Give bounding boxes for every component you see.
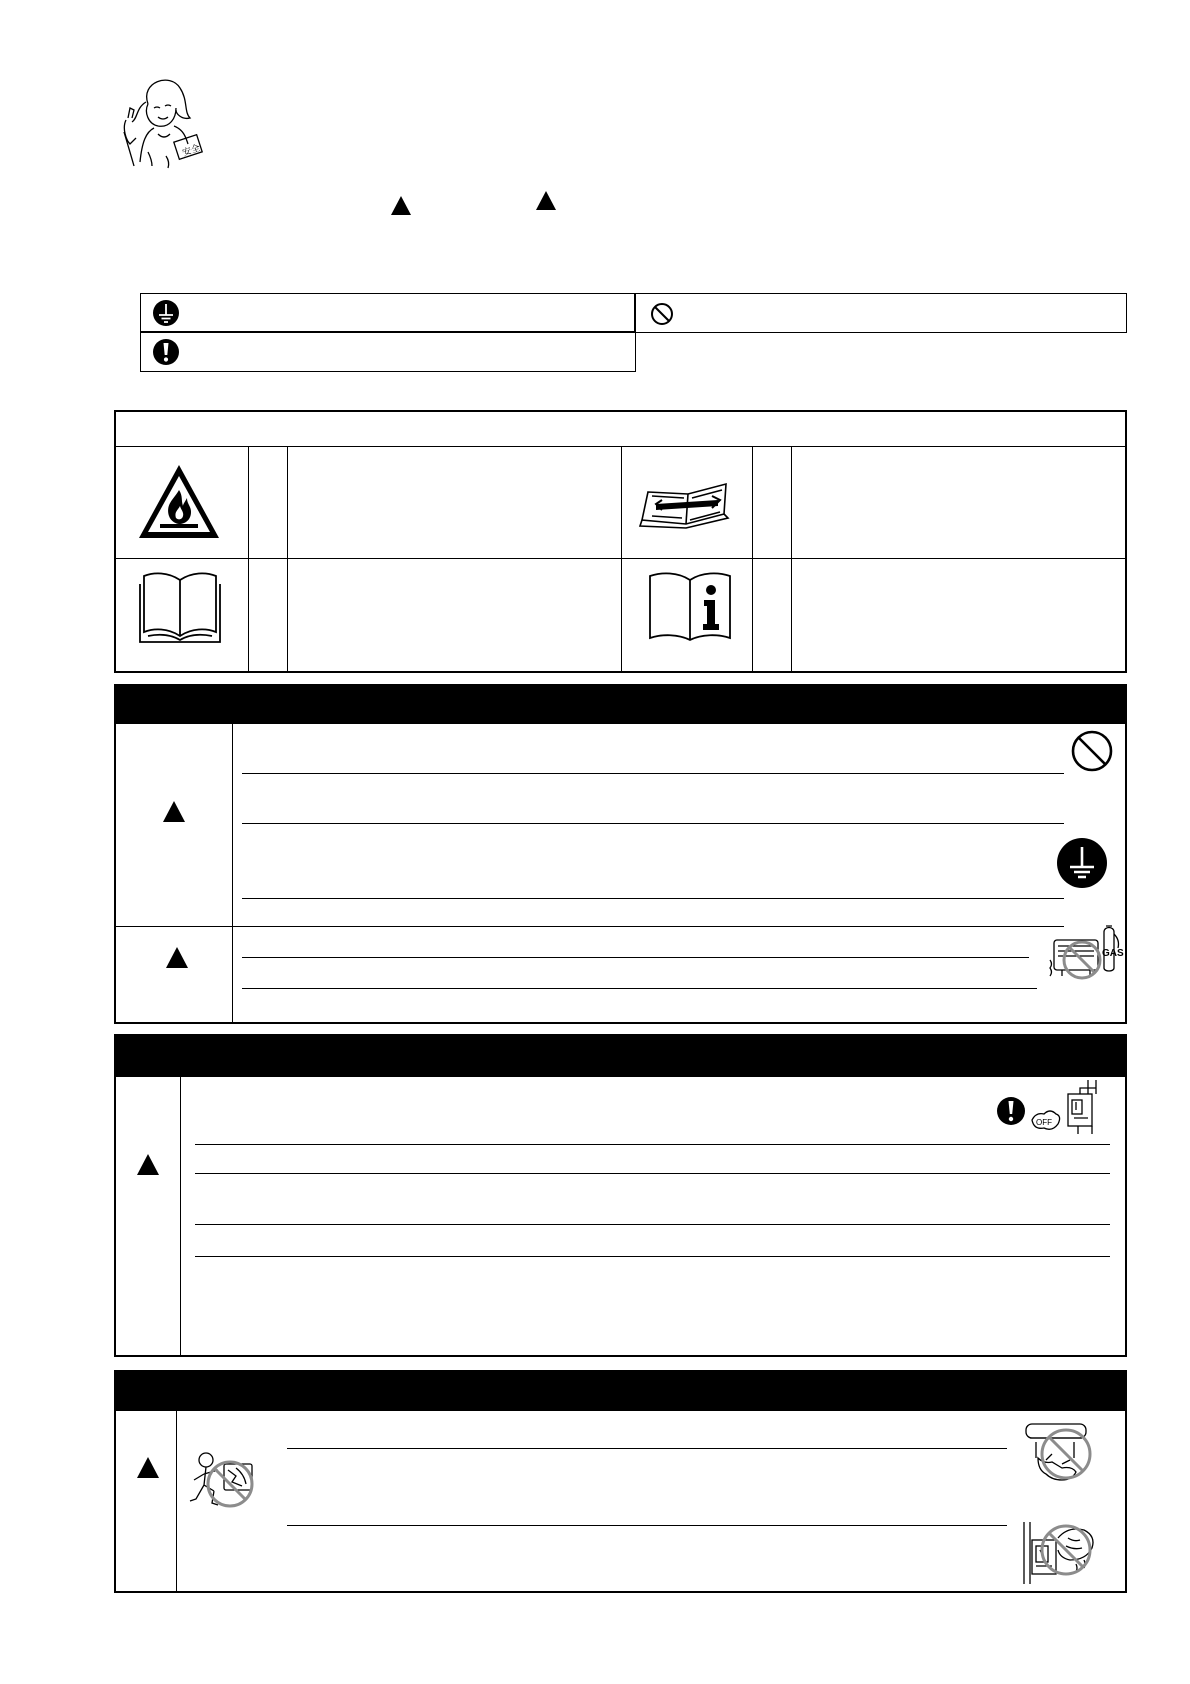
power-off-breaker-icon: [1030, 1078, 1110, 1138]
caution-triangle-icon: [137, 1457, 159, 1478]
section-header-bar: [114, 684, 1127, 724]
caution-triangle-icon: [536, 191, 556, 210]
earth-ground-icon: [1056, 837, 1108, 889]
mandatory-exclamation-icon: [152, 338, 180, 366]
no-climbing-on-unit-icon: [190, 1448, 266, 1518]
mascot-card-text: 安全: [181, 142, 202, 158]
warning-triangle-icon: [166, 947, 188, 968]
gas-leak-prohibited-icon: [1048, 924, 1124, 994]
earth-ground-icon: [152, 299, 180, 327]
warning-triangle-icon: [137, 1154, 159, 1175]
svg-text:OFF: OFF: [1036, 1118, 1052, 1127]
flammable-warning-icon: [136, 462, 222, 542]
no-hanging-on-unit-icon: [1018, 1420, 1102, 1486]
information-manual-icon: [648, 572, 732, 642]
read-manual-icon: [138, 570, 222, 646]
warning-triangle-icon: [391, 196, 411, 215]
mascot-illustration: [118, 72, 208, 168]
no-symbol-icon: [1070, 729, 1114, 773]
svg-text:GAS: GAS: [1102, 948, 1124, 959]
section-header-bar: [114, 1370, 1127, 1411]
service-manual-icon: [638, 480, 734, 528]
warning-triangle-icon: [163, 801, 185, 822]
mandatory-exclamation-icon: [996, 1096, 1026, 1126]
no-wet-hands-switch-icon: [1018, 1520, 1102, 1586]
section-header-bar: [114, 1034, 1127, 1077]
no-symbol-icon: [650, 302, 674, 326]
